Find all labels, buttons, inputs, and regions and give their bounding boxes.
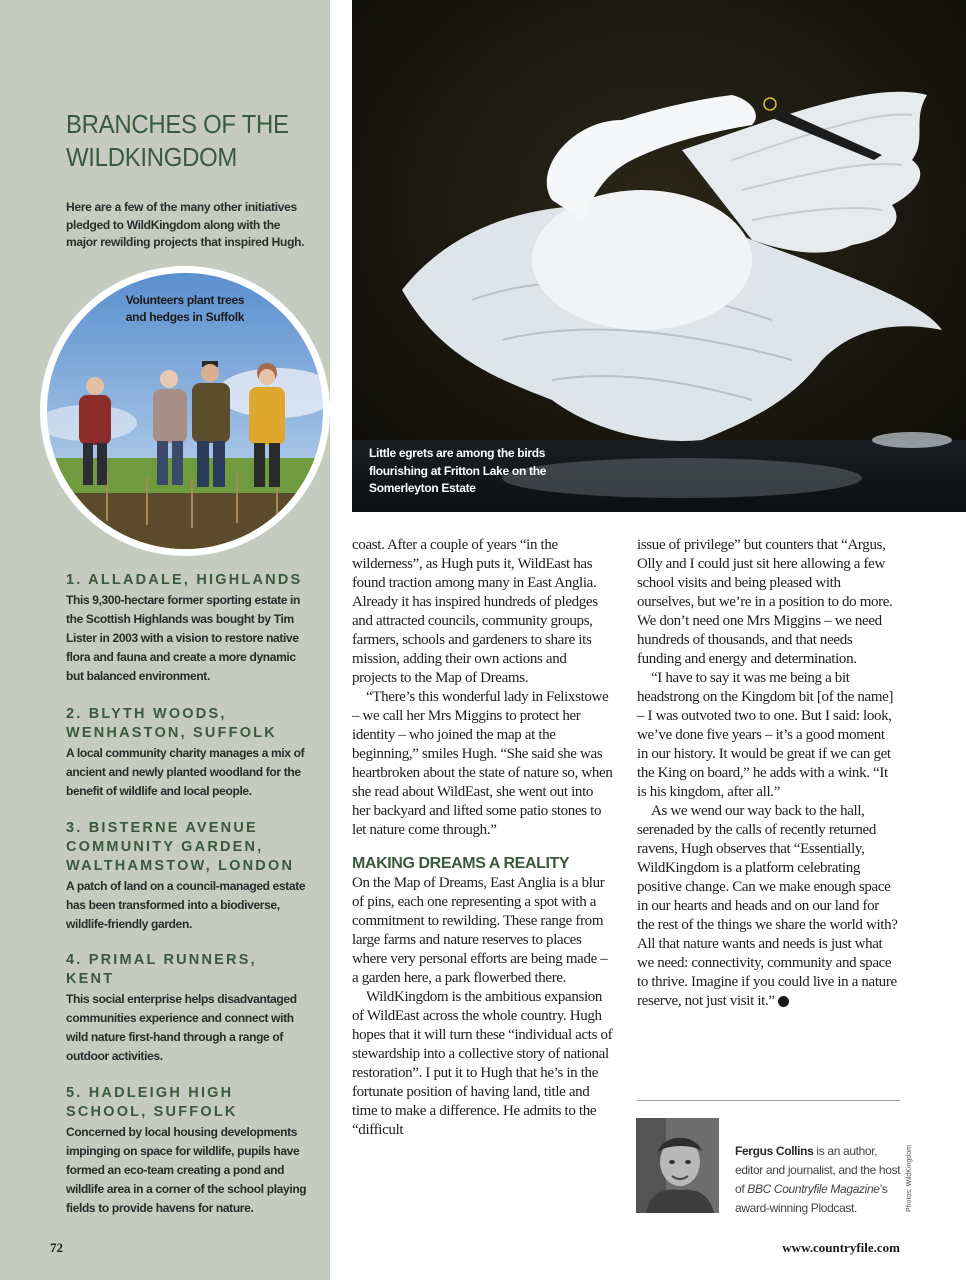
author-bio-text: is an author, editor and journalist, and the host of: [735, 1144, 901, 1196]
initiative-body: This social enterprise helps disadvantaged communities experience and connect with wild nature first-hand through a range of outdoor activities.: [66, 992, 297, 1063]
article-column-2: [637, 536, 899, 1011]
author-divider: [637, 1100, 900, 1101]
article-paragraph: issue of privilege” but counters that “Argus, Olly and I could just sit here allowing a few school visits and being pleased with ourselves, but we’re in a position to do more. We don’t need one Mrs Miggins – we need hundreds of thousands, and that needs funding and energy and determination.: [637, 537, 893, 667]
sidebar-title-line1: BRANCHES OF THE: [66, 109, 289, 139]
sidebar-title: [66, 108, 296, 174]
article-paragraph: On the Map of Dreams, East Anglia is a blur of pins, each one representing a spot with a commitment to rewilding. These range from large farms and nature reserves to places where very personal efforts are being made – a garden here, a park flowerbed there.: [352, 875, 608, 986]
initiative-heading: 5. HADLEIGH HIGH SCHOOL, SUFFOLK: [66, 1085, 238, 1120]
page-number: 72: [50, 1240, 63, 1255]
volunteers-photo-caption: Volunteers plant trees and hedges in Suffolk: [125, 293, 245, 324]
article-paragraph: “I have to say it was me being a bit headstrong on the Kingdom bit [of the name] – I was outvoted two to one. But I said: look, we’ve done five years – it’s a good moment in our history. It would be great if we can get the King on board,” he adds with a wink. “It is his kingdom, after all.”: [637, 670, 894, 800]
initiative-body: Concerned by local housing developments impinging on space for wildlife, pupils have formed an eco-team creating a pond and wildlife area in a corner of the school playing fields to provide havens for nature.: [66, 1125, 307, 1215]
initiative-item: [66, 571, 310, 686]
sidebar-panel: [0, 0, 330, 1280]
article-subheading: MAKING DREAMS A REALITY: [352, 855, 570, 872]
end-mark-icon: CF: [778, 996, 789, 1007]
sidebar-intro: Here are a few of the many other initiatives pledged to WildKingdom along with the major rewilding projects that inspired Hugh.: [66, 200, 305, 249]
author-photo: [636, 1118, 719, 1213]
article-paragraph: [637, 802, 899, 1011]
initiative-body: A patch of land on a council-managed estate has been transformed into a biodiverse, wildlife-friendly garden.: [66, 879, 306, 931]
egret-photo-caption: Little egrets are among the birds flourishing at Fritton Lake on the Somerleyton Estate: [369, 446, 547, 495]
initiative-heading: 4. PRIMAL RUNNERS, KENT: [66, 952, 257, 987]
initiative-body: This 9,300-hectare former sporting estate in the Scottish Highlands was bought by Tim Lister in 2003 with a vision to restore native flora and fauna and create a more dynamic but balanced environment.: [66, 593, 301, 683]
author-publication: BBC Countryfile Magazine: [747, 1182, 880, 1196]
author-bio: [735, 1142, 905, 1218]
article-column-1: [352, 536, 614, 1140]
initiative-item: [66, 951, 310, 1066]
article-paragraph: WildKingdom is the ambitious expansion of WildEast across the whole country. Hugh hopes that it will turn these “individual acts of stewardship into a collective story of national restoration”. I put it to Hugh that he’s in the fortunate position of having land, title and time to make a difference. He admits to the “difficult: [352, 989, 613, 1138]
photo-credit: Photos: WildKingdom: [906, 1145, 913, 1212]
initiative-heading: 3. BISTERNE AVENUE COMMUNITY GARDEN, WALTHAMSTOW, LONDON: [66, 820, 295, 874]
sidebar-title-line2: WILDKINGDOM: [66, 142, 238, 172]
author-portrait-illustration: [636, 1118, 719, 1213]
website-url: www.countryfile.com: [782, 1240, 900, 1255]
initiative-heading: 1. ALLADALE, HIGHLANDS: [66, 572, 303, 588]
egret-photo: [352, 0, 966, 512]
article-paragraph: coast. After a couple of years “in the wilderness”, as Hugh puts it, WildEast has found traction among many in East Anglia. Already it has inspired hundreds of pledges and attracted councils, community groups, farmers, schools and gardeners to share its mission, adding their own actions and projects to the Map of Dreams.: [352, 537, 598, 686]
volunteers-photo-frame: [40, 266, 330, 556]
article-paragraph: “There’s this wonderful lady in Felixstowe – we call her Mrs Miggins to protect her identity – who joined the map at the beginning,” smiles Hugh. “She said she was heartbroken about the state of nature so, when she read about WildEast, she went out into her backyard and lifted some patio stones to let nature come through.”: [352, 689, 613, 838]
initiative-item: [66, 1084, 310, 1218]
initiative-item: [66, 705, 310, 801]
author-bio-text-end: ’s award-winning Plodcast.: [735, 1182, 888, 1215]
author-name: Fergus Collins: [735, 1144, 814, 1158]
article-paragraph-text: As we wend our way back to the hall, serenaded by the calls of recently returned ravens, Hugh observes that “Essentially, WildKingdom is a platform celebrating positive change. Can we make enough space in our hearts and heads and on our land for the rest of the things we share the world with? All that nature wants and needs is just what we need: connectivity, community and space to thrive. Imagine if you could live in a nature reserve, not just visit it.”: [637, 803, 898, 1009]
initiative-heading: 2. BLYTH WOODS, WENHASTON, SUFFOLK: [66, 706, 277, 741]
egret-illustration: [352, 0, 966, 512]
initiative-item: [66, 819, 310, 934]
initiative-body: A local community charity manages a mix of ancient and newly planted woodland for the benefit of wildlife and local people.: [66, 746, 305, 798]
